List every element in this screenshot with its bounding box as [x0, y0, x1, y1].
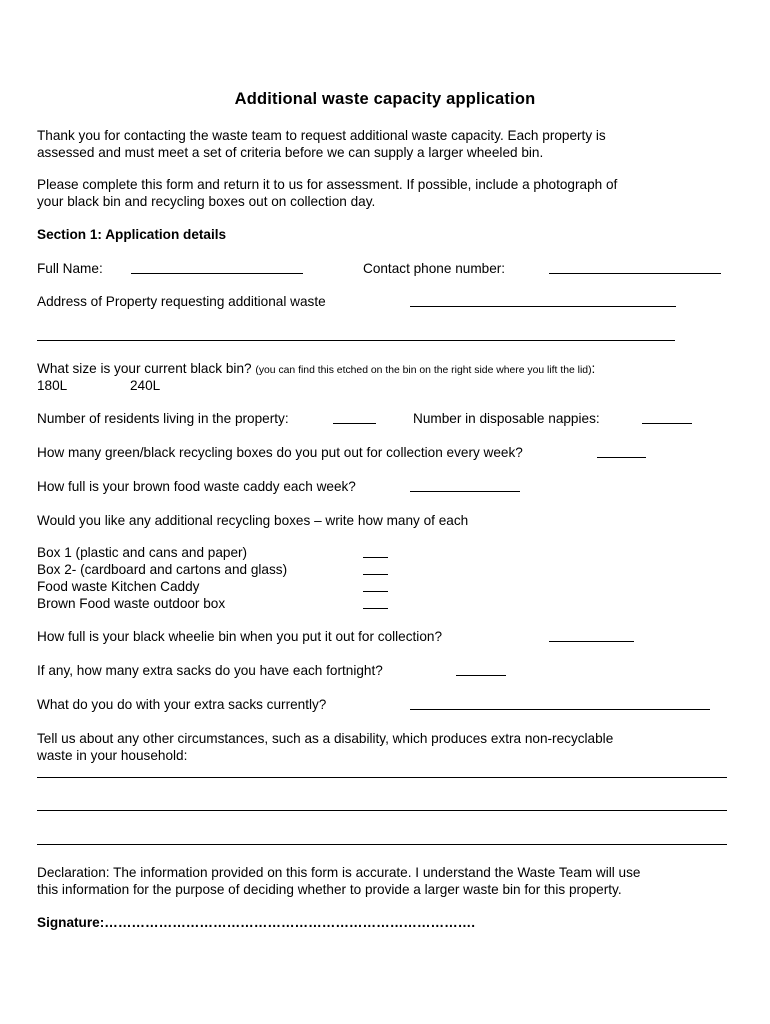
bin-option-240[interactable]: 240L — [130, 378, 161, 393]
extra-sacks-do-question: What do you do with your extra sacks currently? — [37, 697, 327, 712]
recycling-boxes-field[interactable] — [597, 457, 646, 458]
box-item-3-label: Food waste Kitchen Caddy — [37, 579, 200, 594]
bin-size-hint: (you can find this etched on the bin on the right side where you lift the lid) — [255, 365, 592, 376]
declaration-line-1: Declaration: The information provided on this form is accurate. I understand the Waste Team will use — [37, 865, 641, 880]
nappies-label: Number in disposable nappies: — [413, 411, 600, 426]
declaration-line-2: this information for the purpose of deciding whether to provide a larger waste bin for this property. — [37, 882, 622, 897]
bin-option-180[interactable]: 180L — [37, 378, 68, 393]
box-item-4-field[interactable] — [363, 608, 388, 609]
extra-sacks-question: If any, how many extra sacks do you have each fortnight? — [37, 663, 383, 678]
box-item-4-label: Brown Food waste outdoor box — [37, 596, 226, 611]
recycling-boxes-question: How many green/black recycling boxes do you put out for collection every week? — [37, 445, 523, 460]
bin-size-colon: : — [591, 361, 596, 376]
address-field-line-1[interactable] — [410, 306, 676, 307]
signature-row — [37, 914, 475, 931]
address-field-line-2[interactable] — [37, 340, 675, 341]
signature-field[interactable]: ………………………………………………………………………. — [104, 915, 476, 930]
bin-size-question-text: What size is your current black bin? — [37, 361, 252, 376]
wheelie-bin-question: How full is your black wheelie bin when you put it out for collection? — [37, 629, 443, 644]
box-item-3-field[interactable] — [363, 591, 388, 592]
wheelie-bin-field[interactable] — [549, 641, 634, 642]
residents-label: Number of residents living in the property: — [37, 411, 289, 426]
caddy-field[interactable] — [410, 491, 520, 492]
section-1-heading: Section 1: Application details — [37, 227, 227, 242]
circumstances-field-line-3[interactable] — [37, 844, 727, 845]
box-item-2-label: Box 2- (cardboard and cartons and glass) — [37, 562, 288, 577]
address-label: Address of Property requesting additional waste — [37, 294, 326, 309]
full-name-label: Full Name: — [37, 261, 103, 276]
intro-paragraph-2-line-1: Please complete this form and return it to us for assessment. If possible, include a photograph of — [37, 177, 618, 192]
box-item-2-field[interactable] — [363, 574, 388, 575]
contact-phone-field[interactable] — [549, 273, 721, 274]
extra-sacks-do-field[interactable] — [410, 709, 710, 710]
box-item-1-field[interactable] — [363, 557, 388, 558]
box-item-1-label: Box 1 (plastic and cans and paper) — [37, 545, 248, 560]
circumstances-question-line-1: Tell us about any other circumstances, such as a disability, which produces extra non-recyclable — [37, 731, 614, 746]
caddy-question: How full is your brown food waste caddy each week? — [37, 479, 356, 494]
nappies-field[interactable] — [642, 423, 692, 424]
residents-field[interactable] — [333, 423, 376, 424]
circumstances-field-line-1[interactable] — [37, 777, 727, 778]
circumstances-question-line-2: waste in your household: — [37, 748, 188, 763]
additional-boxes-question: Would you like any additional recycling boxes – write how many of each — [37, 513, 469, 528]
intro-paragraph-1-line-2: assessed and must meet a set of criteria before we can supply a larger wheeled bin. — [37, 145, 544, 160]
circumstances-field-line-2[interactable] — [37, 810, 727, 811]
page-title: Additional waste capacity application — [234, 90, 536, 108]
intro-paragraph-1-line-1: Thank you for contacting the waste team to request additional waste capacity. Each property is — [37, 128, 606, 143]
intro-paragraph-2-line-2: your black bin and recycling boxes out on collection day. — [37, 194, 376, 209]
extra-sacks-field[interactable] — [456, 675, 506, 676]
bin-size-question — [37, 360, 595, 379]
signature-label: Signature: — [37, 915, 105, 930]
contact-phone-label: Contact phone number: — [363, 261, 506, 276]
full-name-field[interactable] — [131, 273, 303, 274]
